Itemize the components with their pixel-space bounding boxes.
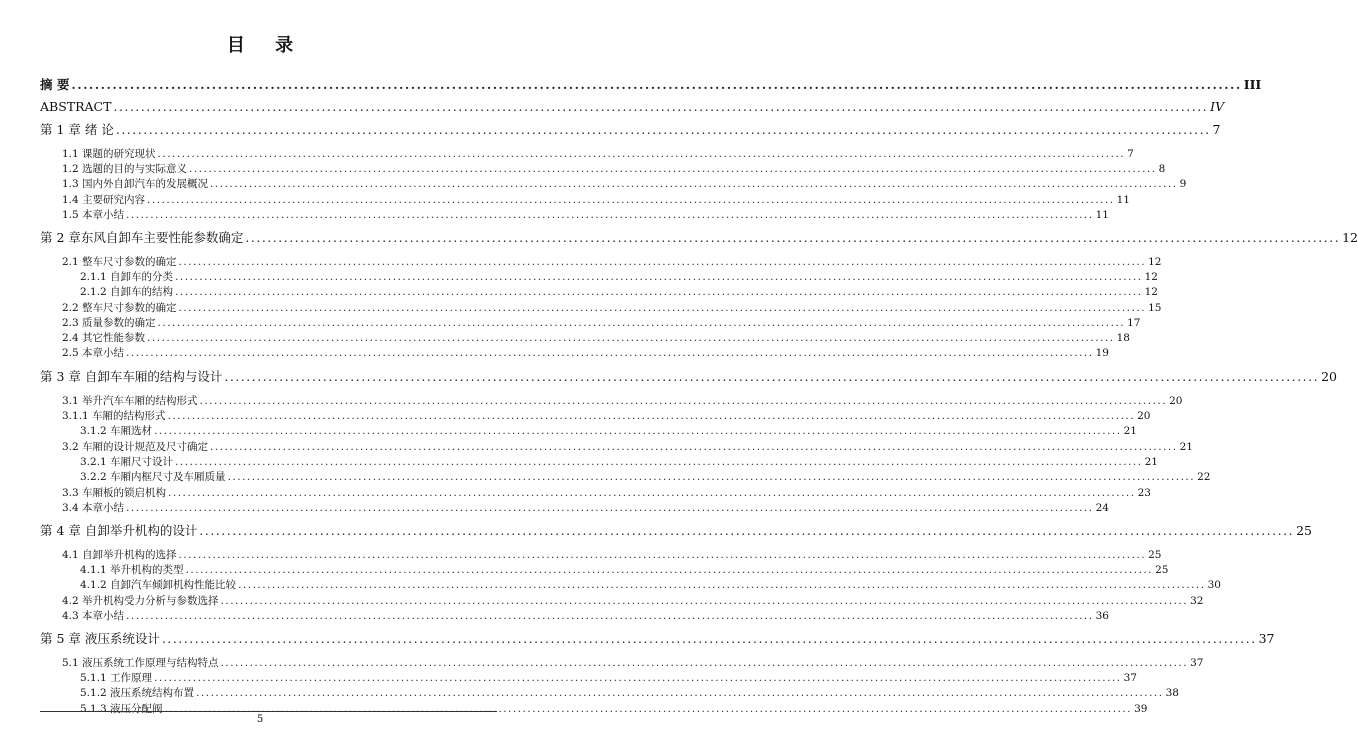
- toc-leader-dots: ........................................................................................................................................................................................................: [227, 471, 1196, 483]
- toc-section-entry[interactable]: [80, 454, 1158, 470]
- toc-section-entry[interactable]: [62, 393, 1183, 409]
- toc-section-entry[interactable]: [62, 330, 1130, 346]
- toc-entry-label: 3.2 车厢的设计规范及尺寸确定: [62, 441, 209, 453]
- toc-entry-label: 2.2 整车尺寸参数的确定: [62, 302, 177, 314]
- toc-entry-page: 37: [1123, 672, 1137, 684]
- toc-entry-label: 3.1.1 车厢的结构形式: [62, 410, 166, 422]
- toc-chapter-entry[interactable]: [40, 369, 1337, 385]
- page-title: 目 录: [226, 35, 306, 56]
- toc-entry-page: 25: [1296, 523, 1312, 538]
- toc-section-entry[interactable]: [62, 254, 1162, 270]
- toc-leader-dots: ........................................................................................................................................................................................................: [175, 271, 1143, 283]
- toc-chapter-entry[interactable]: [40, 230, 1358, 246]
- toc-leader-dots: ........................................................................................................................................................................................................: [178, 256, 1147, 268]
- toc-section-entry[interactable]: [80, 269, 1158, 285]
- toc-leader-dots: ........................................................................................................................................................................................................: [196, 687, 1164, 699]
- toc-entry-label: 1.2 选题的目的与实际意义: [62, 163, 188, 175]
- footer-divider: [40, 711, 497, 712]
- toc-entry-page: 12: [1144, 271, 1158, 283]
- toc-entry-page: 7: [1127, 148, 1134, 160]
- toc-section-entry[interactable]: [80, 670, 1137, 686]
- toc-entry-page: 37: [1190, 657, 1204, 669]
- toc-entry-label: 摘 要: [40, 77, 70, 92]
- toc-entry-label: 3.1 举升汽车车厢的结构形式: [62, 395, 198, 407]
- toc-leader-dots: ........................................................................................................................................................................................................: [164, 703, 1133, 715]
- toc-leader-dots: ........................................................................................................................................................................................................: [168, 487, 1136, 499]
- toc-chapter-entry[interactable]: [40, 631, 1275, 647]
- toc-entry-page: 18: [1116, 332, 1130, 344]
- toc-entry-page: 21: [1144, 456, 1158, 468]
- toc-section-entry[interactable]: [62, 593, 1204, 609]
- toc-section-entry[interactable]: [62, 207, 1109, 223]
- toc-section-entry[interactable]: [80, 284, 1158, 300]
- toc-section-entry[interactable]: [62, 161, 1166, 177]
- toc-entry-page: 30: [1207, 579, 1221, 591]
- toc-chapter-entry[interactable]: [40, 523, 1312, 539]
- toc-entry-label: 1.4 主要研究内容: [62, 194, 146, 206]
- toc-leader-dots: ........................................................................................................................................................................................................: [178, 302, 1147, 314]
- toc-section-entry[interactable]: [62, 500, 1109, 516]
- toc-entry-label: ABSTRACT: [40, 99, 112, 114]
- toc-chapter-entry[interactable]: [40, 77, 1262, 93]
- toc-entry-page: 12: [1144, 286, 1158, 298]
- toc-section-entry[interactable]: [80, 685, 1179, 701]
- toc-entry-label: 2.3 质量参数的确定: [62, 317, 156, 329]
- toc-leader-dots: ........................................................................................................................................................................................................: [178, 549, 1147, 561]
- toc-section-entry[interactable]: [62, 485, 1151, 501]
- toc-entry-page: 9: [1179, 178, 1187, 190]
- toc-entry-page: IV: [1210, 99, 1225, 114]
- toc-section-entry[interactable]: [80, 562, 1169, 578]
- toc-entry-label: 3.4 本章小结: [62, 502, 125, 514]
- toc-leader-dots: ........................................................................................................................................................................................................: [175, 286, 1143, 298]
- toc-leader-dots: ........................................................................................................................................................................................................: [115, 122, 1211, 137]
- toc-leader-dots: ........................................................................................................................................................................................................: [147, 194, 1115, 206]
- toc-section-entry[interactable]: [62, 439, 1193, 455]
- toc-entry-page: 36: [1095, 610, 1109, 622]
- toc-section-entry[interactable]: [62, 608, 1109, 624]
- toc-entry-page: 24: [1095, 502, 1109, 514]
- toc-entry-page: 12: [1342, 230, 1358, 245]
- toc-entry-label: 第 3 章 自卸车车厢的结构与设计: [40, 369, 223, 384]
- toc-section-entry[interactable]: [62, 655, 1204, 671]
- toc-entry-label: 3.2.2 车厢内框尺寸及车厢质量: [80, 471, 226, 483]
- toc-leader-dots: ........................................................................................................................................................................................................: [210, 178, 1178, 190]
- toc-leader-dots: ........................................................................................................................................................................................................: [113, 99, 1209, 114]
- toc-entry-label: 5.1.1 工作原理: [80, 672, 153, 684]
- toc-entry-page: 20: [1137, 410, 1151, 422]
- toc-entry-label: 第 1 章 绪 论: [40, 122, 114, 137]
- toc-leader-dots: ........................................................................................................................................................................................................: [126, 502, 1094, 514]
- toc-section-entry[interactable]: [80, 423, 1137, 439]
- toc-entry-label: 5.1.2 液压系统结构布置: [80, 687, 195, 699]
- toc-entry-page: 20: [1321, 369, 1337, 384]
- toc-section-entry[interactable]: [62, 345, 1109, 361]
- toc-entry-label: 2.4 其它性能参数: [62, 332, 146, 344]
- toc-entry-page: 19: [1095, 347, 1109, 359]
- toc-leader-dots: ........................................................................................................................................................................................................: [147, 332, 1115, 344]
- toc-entry-label: 4.1.2 自卸汽车倾卸机构性能比较: [80, 579, 237, 591]
- toc-section-entry[interactable]: [62, 408, 1151, 424]
- toc-entry-page: 17: [1127, 317, 1141, 329]
- toc-leader-dots: ........................................................................................................................................................................................................: [126, 610, 1094, 622]
- toc-entry-label: 3.3 车厢板的锁启机构: [62, 487, 167, 499]
- toc-entry-label: 1.3 国内外自卸汽车的发展概况: [62, 178, 209, 190]
- toc-entry-page: 25: [1155, 564, 1169, 576]
- toc-entry-label: 5.1.3 液压分配阀: [80, 703, 163, 715]
- toc-entry-page: 32: [1190, 595, 1204, 607]
- toc-entry-page: 21: [1179, 441, 1193, 453]
- toc-entry-page: 37: [1258, 631, 1275, 646]
- toc-leader-dots: ........................................................................................................................................................................................................: [210, 441, 1178, 453]
- toc-section-entry[interactable]: [62, 547, 1162, 563]
- toc-entry-page: 15: [1148, 302, 1162, 314]
- toc-entry-page: 25: [1148, 549, 1162, 561]
- toc-entry-label: 5.1 液压系统工作原理与结构特点: [62, 657, 219, 669]
- toc-leader-dots: ........................................................................................................................................................................................................: [199, 523, 1295, 538]
- toc-leader-dots: ........................................................................................................................................................................................................: [157, 317, 1126, 329]
- toc-section-entry[interactable]: [80, 469, 1211, 485]
- toc-entry-page: 11: [1116, 194, 1130, 206]
- toc-leader-dots: ........................................................................................................................................................................................................: [167, 410, 1136, 422]
- toc-entry-label: 1.5 本章小结: [62, 209, 125, 221]
- toc-leader-dots: ........................................................................................................................................................................................................: [199, 395, 1168, 407]
- toc-entry-label: 3.1.2 车厢选材: [80, 425, 153, 437]
- toc-entry-page: 21: [1123, 425, 1137, 437]
- toc-leader-dots: ........................................................................................................................................................................................................: [224, 369, 1320, 384]
- toc-section-entry[interactable]: [62, 300, 1162, 316]
- toc-entry-page: III: [1243, 77, 1262, 92]
- toc-entry-page: 38: [1165, 687, 1179, 699]
- toc-entry-page: 12: [1148, 256, 1162, 268]
- toc-entry-page: 8: [1158, 163, 1166, 175]
- toc-section-entry[interactable]: [80, 577, 1221, 593]
- toc-leader-dots: ........................................................................................................................................................................................................: [126, 347, 1094, 359]
- toc-entry-label: 4.3 本章小结: [62, 610, 125, 622]
- toc-entry-page: 39: [1134, 703, 1148, 715]
- toc-entry-page: 23: [1137, 487, 1151, 499]
- toc-section-entry[interactable]: [62, 192, 1130, 208]
- toc-entry-label: 2.1 整车尺寸参数的确定: [62, 256, 177, 268]
- toc-section-entry[interactable]: [62, 146, 1134, 162]
- toc-leader-dots: ........................................................................................................................................................................................................: [71, 77, 1242, 92]
- toc-leader-dots: ........................................................................................................................................................................................................: [157, 148, 1126, 160]
- toc-entry-label: 3.2.1 车厢尺寸设计: [80, 456, 174, 468]
- toc-entry-label: 4.1 自卸举升机构的选择: [62, 549, 177, 561]
- toc-entry-label: 4.2 举升机构受力分析与参数选择: [62, 595, 219, 607]
- toc-leader-dots: ........................................................................................................................................................................................................: [185, 564, 1154, 576]
- toc-leader-dots: ........................................................................................................................................................................................................: [154, 425, 1122, 437]
- toc-section-entry[interactable]: [62, 176, 1187, 192]
- toc-leader-dots: ........................................................................................................................................................................................................: [220, 595, 1189, 607]
- toc-chapter-entry[interactable]: [40, 99, 1225, 115]
- toc-entry-label: 2.1.1 自卸车的分类: [80, 271, 174, 283]
- toc-entry-label: 1.1 课题的研究现状: [62, 148, 156, 160]
- toc-entry-page: 11: [1095, 209, 1109, 221]
- toc-entry-page: 20: [1169, 395, 1183, 407]
- toc-leader-dots: ........................................................................................................................................................................................................: [175, 456, 1143, 468]
- toc-entry-label: 2.1.2 自卸车的结构: [80, 286, 174, 298]
- toc-entry-label: 4.1.1 举升机构的类型: [80, 564, 184, 576]
- toc-chapter-entry[interactable]: [40, 122, 1221, 138]
- page-number: 5: [256, 714, 264, 725]
- toc-entry-label: 第 2 章东风自卸车主要性能参数确定: [40, 230, 244, 245]
- toc-entry-label: 第 5 章 液压系统设计: [40, 631, 160, 646]
- toc-leader-dots: ........................................................................................................................................................................................................: [220, 657, 1189, 669]
- toc-leader-dots: ........................................................................................................................................................................................................: [189, 163, 1157, 175]
- toc-leader-dots: ........................................................................................................................................................................................................: [245, 230, 1341, 245]
- toc-leader-dots: ........................................................................................................................................................................................................: [238, 579, 1206, 591]
- toc-entry-label: 2.5 本章小结: [62, 347, 125, 359]
- toc-entry-label: 第 4 章 自卸举升机构的设计: [40, 523, 198, 538]
- toc-entry-page: 22: [1197, 471, 1211, 483]
- toc-leader-dots: ........................................................................................................................................................................................................: [154, 672, 1122, 684]
- toc-entry-page: 7: [1212, 122, 1221, 137]
- toc-leader-dots: ........................................................................................................................................................................................................: [126, 209, 1094, 221]
- toc-section-entry[interactable]: [62, 315, 1141, 331]
- toc-leader-dots: ........................................................................................................................................................................................................: [161, 631, 1257, 646]
